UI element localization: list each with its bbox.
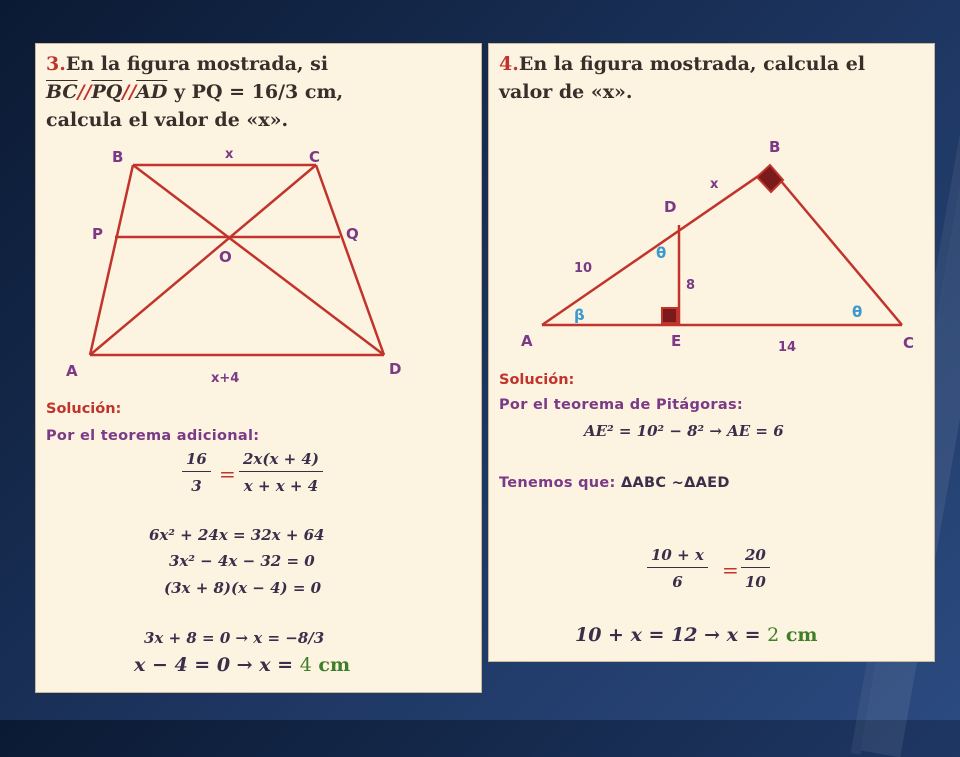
pythagoras-equation: AE² = 10² − 8² → AE = 6 (584, 422, 784, 440)
point-e-label: E (671, 332, 682, 350)
side-cd (316, 165, 384, 355)
equals-sign: = (219, 462, 236, 486)
final-answer-value: 2 (767, 624, 780, 646)
parallel-symbol: // (122, 81, 137, 103)
equation-line-4: 3x + 8 = 0 → x = −8/3 (144, 629, 325, 647)
fraction-numerator: 10 + x (647, 546, 708, 568)
fraction-denominator: 6 (672, 573, 683, 591)
problem-number: 3. (46, 53, 66, 75)
parallel-symbol: // (77, 81, 92, 103)
point-d-label: D (664, 198, 677, 216)
side-ab (90, 165, 133, 355)
fraction-right (741, 546, 770, 591)
point-p-label: P (92, 225, 103, 243)
fraction-left (182, 450, 211, 495)
diagonal-ca (90, 165, 316, 355)
fraction-denominator: 10 (745, 573, 766, 591)
condition-pq-length: y PQ = 16/3 cm, (174, 81, 344, 103)
fraction-right (239, 450, 323, 495)
right-angle-mark-b (757, 165, 783, 192)
angle-beta-label: β (574, 306, 585, 324)
final-answer-value: 4 (299, 654, 312, 676)
method-text: Por el teorema adicional: (46, 428, 260, 444)
similarity-relation: ΔABC ~ΔAED (621, 475, 730, 491)
angle-theta-c-label: θ (852, 303, 863, 321)
trapezoid-figure (36, 44, 481, 404)
triangle-figure (489, 44, 934, 364)
angle-theta-d-label: θ (656, 244, 667, 262)
fraction-left (647, 546, 708, 591)
equation-line-3: (3x + 8)(x − 4) = 0 (164, 579, 322, 597)
final-answer-unit: cm (318, 654, 351, 676)
statement-text: En la figura mostrada, calcula el (518, 53, 866, 75)
fraction-numerator: 16 (182, 450, 211, 472)
fraction-numerator: 20 (741, 546, 770, 568)
vertex-a-label: A (66, 362, 78, 380)
similarity-text: Tenemos que: (499, 475, 621, 491)
segment-de-label: 8 (686, 278, 696, 293)
side-bc (770, 168, 902, 325)
segment-ad: $\overline{AD}$ (136, 81, 168, 103)
statement-text: En la figura mostrada, si (65, 53, 329, 75)
equation-line-1: 6x² + 24x = 32x + 64 (149, 526, 325, 544)
final-answer-unit: cm (785, 624, 818, 646)
point-q-label: Q (346, 225, 359, 243)
equation-line-2: 3x² − 4x − 32 = 0 (169, 552, 315, 570)
problem-number: 4. (499, 53, 519, 75)
fraction-denominator: x + x + 4 (243, 477, 319, 495)
segment-pq: $\overline{PQ}$ (91, 81, 123, 103)
fraction-denominator: 3 (191, 477, 202, 495)
fraction-numerator: 2x(x + 4) (239, 450, 323, 472)
final-answer-lhs: x − 4 = 0 → x = (134, 654, 300, 676)
segment-ec-label: 14 (778, 340, 797, 355)
vertex-a-label: A (521, 332, 533, 350)
segment-bc: $\overline{BC}$ (46, 81, 78, 103)
vertex-c-label: C (309, 148, 321, 166)
top-base-label: x (225, 147, 234, 162)
final-answer (575, 624, 818, 646)
point-o-label: O (219, 248, 232, 266)
vertex-b-label: B (769, 138, 781, 156)
problem-4-panel (488, 43, 935, 662)
bottom-base-label: x+4 (211, 371, 240, 386)
vertex-b-label: B (112, 148, 124, 166)
final-answer (134, 654, 350, 676)
similarity-statement (499, 475, 730, 491)
right-angle-mark-e (662, 308, 677, 323)
diagonal-bd (133, 165, 384, 355)
vertex-d-label: D (389, 360, 402, 378)
solution-label: Solución: (46, 401, 122, 417)
solution-label: Solución: (499, 372, 575, 388)
vertex-c-label: C (903, 334, 915, 352)
problem-3-panel (35, 43, 482, 693)
segment-ad-label: 10 (574, 261, 593, 276)
method-text: Por el teorema de Pitágoras: (499, 397, 743, 413)
statement-question: valor de «x». (499, 81, 633, 103)
final-answer-lhs: 10 + x = 12 → x = (575, 624, 768, 646)
segment-x-label: x (710, 177, 719, 192)
equals-sign: = (722, 558, 739, 582)
statement-question: calcula el valor de «x». (46, 109, 289, 131)
